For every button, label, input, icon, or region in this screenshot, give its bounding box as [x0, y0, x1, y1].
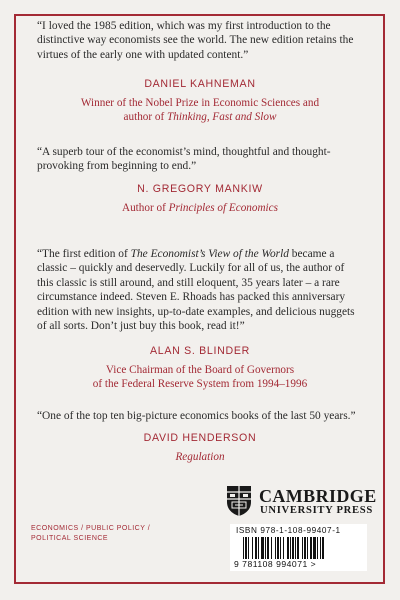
blurb-name-blinder: ALAN S. BLINDER — [150, 345, 250, 357]
blurb-quote-kahneman: “I loved the 1985 edition, which was my first introduction to the distinctive way economists see the world. The new edition retains the virtues of the early one with updated content.” — [37, 20, 354, 61]
barcode-panel — [230, 524, 367, 571]
blurb-name-kahneman: DANIEL KAHNEMAN — [144, 78, 256, 90]
blurb-name-henderson: DAVID HENDERSON — [143, 432, 257, 444]
blurb-quote-henderson: “One of the top ten big-picture economics books of the last 50 years.” — [37, 410, 356, 422]
blurb-name-mankiw: N. GREGORY MANKIW — [137, 183, 263, 195]
blurb-affiliation-mankiw: Author of Principles of Economics — [122, 202, 278, 214]
barcode-number: 9 781108 994071 > — [234, 559, 317, 569]
isbn-label: ISBN 978-1-108-99407-1 — [236, 526, 341, 535]
subject-categories: ECONOMICS / PUBLIC POLICY / POLITICAL SCIENCE — [31, 525, 151, 543]
blurb-affiliation-henderson: Regulation — [175, 451, 225, 463]
blurb-affiliation-kahneman: Winner of the Nobel Prize in Economic Sciences and author of Thinking, Fast and Slow — [80, 97, 320, 124]
publisher-subname: UNIVERSITY PRESS — [260, 505, 373, 516]
blurb-affiliation-blinder: Vice Chairman of the Board of Governors of the Federal Reserve System from 1994–1996 — [92, 364, 308, 391]
blurb-quote-mankiw: “A superb tour of the economist’s mind, thoughtful and thought- provoking from beginning to end.” — [37, 146, 331, 173]
barcode-icon — [241, 537, 361, 559]
blurb-quote-blinder: “The first edition of The Economist’s View of the World became a classic – quickly and deservedly. Luckily for all of us, the author of this classic is still around, and still eloquent, 35 years later – a rare circumstance indeed. Steven E. Rhoads has packed this anniversary edition with new insights, up-to-date examples, and delicious nuggets of all sorts. Don’t just buy this book, read it!” — [37, 248, 355, 333]
publisher-name: CAMBRIDGE — [259, 486, 377, 506]
publisher-logo — [226, 485, 376, 521]
cambridge-shield-icon — [226, 485, 252, 517]
